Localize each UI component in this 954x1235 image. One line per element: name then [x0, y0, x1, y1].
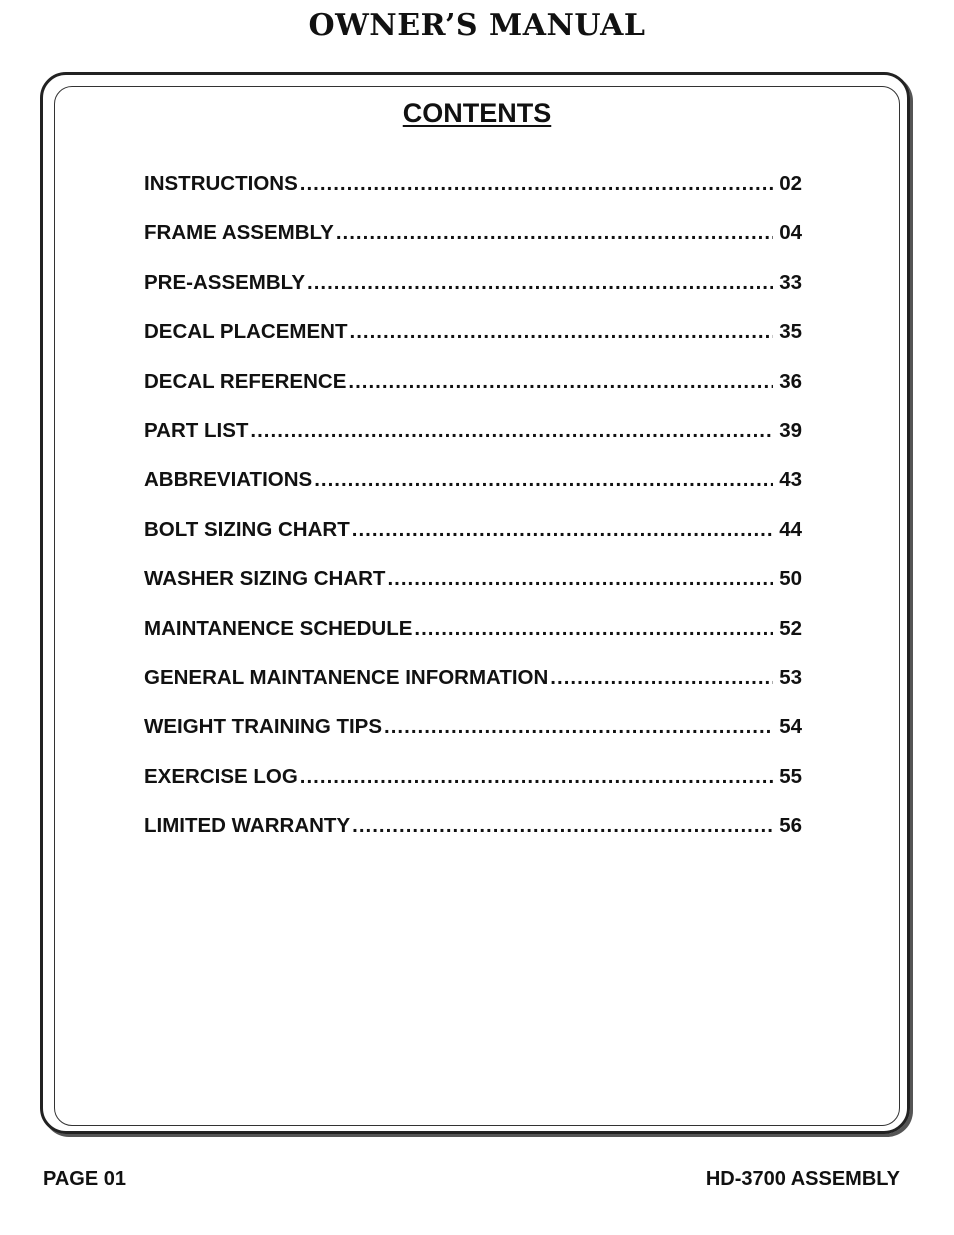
toc-leader-dots: [387, 567, 773, 591]
toc-entry-decal-placement: [144, 320, 802, 369]
toc-leader-dots: [314, 468, 773, 492]
toc-leader-dots: [384, 715, 773, 739]
toc-entry-page: 04: [779, 221, 802, 245]
toc-entry-page: 43: [779, 468, 802, 492]
toc-entry-label: DECAL REFERENCE: [144, 369, 347, 393]
toc-leader-dots: [348, 370, 773, 394]
toc-entry-page: 35: [779, 320, 802, 344]
toc-entry-page: 55: [779, 764, 802, 788]
toc-leader-dots: [352, 814, 773, 838]
toc-entry-exercise-log: [144, 765, 802, 814]
footer-page-number: PAGE 01: [43, 1168, 126, 1190]
toc-entry-label: BOLT SIZING CHART: [144, 517, 350, 541]
toc-entry-label: LIMITED WARRANTY: [144, 814, 351, 838]
toc-leader-dots: [336, 221, 773, 245]
footer-model-label: HD-3700 ASSEMBLY: [705, 1168, 900, 1190]
toc-entry-label: WEIGHT TRAINING TIPS: [144, 715, 383, 739]
toc-entry-part-list: [144, 419, 802, 468]
table-of-contents: [144, 172, 802, 863]
toc-entry-maintanence-schedule: [144, 617, 802, 666]
toc-leader-dots: [350, 320, 774, 344]
toc-entry-page: 50: [779, 567, 802, 591]
toc-entry-decal-reference: [144, 370, 802, 419]
toc-leader-dots: [414, 617, 773, 641]
toc-entry-abbreviations: [144, 468, 802, 517]
toc-entry-label: GENERAL MAINTANENCE INFORMATION: [144, 665, 549, 689]
toc-entry-label: FRAME ASSEMBLY: [144, 221, 334, 245]
toc-entry-label: WASHER SIZING CHART: [144, 567, 386, 591]
toc-entry-label: ABBREVIATIONS: [144, 468, 313, 492]
document-title: OWNER’S MANUAL: [308, 8, 646, 43]
toc-entry-label: DECAL PLACEMENT: [144, 320, 348, 344]
toc-leader-dots: [307, 271, 773, 295]
toc-leader-dots: [300, 172, 773, 196]
toc-entry-washer-sizing-chart: [144, 567, 802, 616]
toc-entry-label: INSTRUCTIONS: [144, 172, 298, 195]
toc-entry-page: 56: [779, 814, 802, 838]
toc-entry-bolt-sizing-chart: [144, 518, 802, 567]
toc-entry-weight-training-tips: [144, 715, 802, 764]
toc-leader-dots: [550, 666, 773, 690]
toc-leader-dots: [352, 518, 773, 542]
toc-entry-page: 33: [779, 270, 802, 294]
toc-entry-page: 53: [779, 665, 802, 689]
toc-entry-general-maintanence-information: [144, 666, 802, 715]
toc-entry-page: 54: [779, 715, 802, 739]
toc-leader-dots: [300, 765, 773, 789]
toc-entry-limited-warranty: [144, 814, 802, 863]
toc-entry-instructions: [144, 172, 802, 221]
toc-entry-page: 36: [779, 369, 802, 393]
toc-entry-label: EXERCISE LOG: [144, 764, 298, 788]
toc-entry-pre-assembly: [144, 271, 802, 320]
contents-heading: CONTENTS: [402, 98, 552, 128]
toc-entry-frame-assembly: [144, 221, 802, 270]
toc-entry-page: 44: [779, 517, 802, 541]
toc-entry-page: 39: [779, 418, 802, 442]
toc-entry-page: 52: [779, 616, 802, 640]
toc-leader-dots: [250, 419, 773, 443]
toc-entry-label: PART LIST: [144, 418, 249, 442]
toc-entry-label: MAINTANENCE SCHEDULE: [144, 616, 413, 640]
toc-entry-page: 02: [779, 172, 802, 195]
toc-entry-label: PRE-ASSEMBLY: [144, 270, 305, 294]
